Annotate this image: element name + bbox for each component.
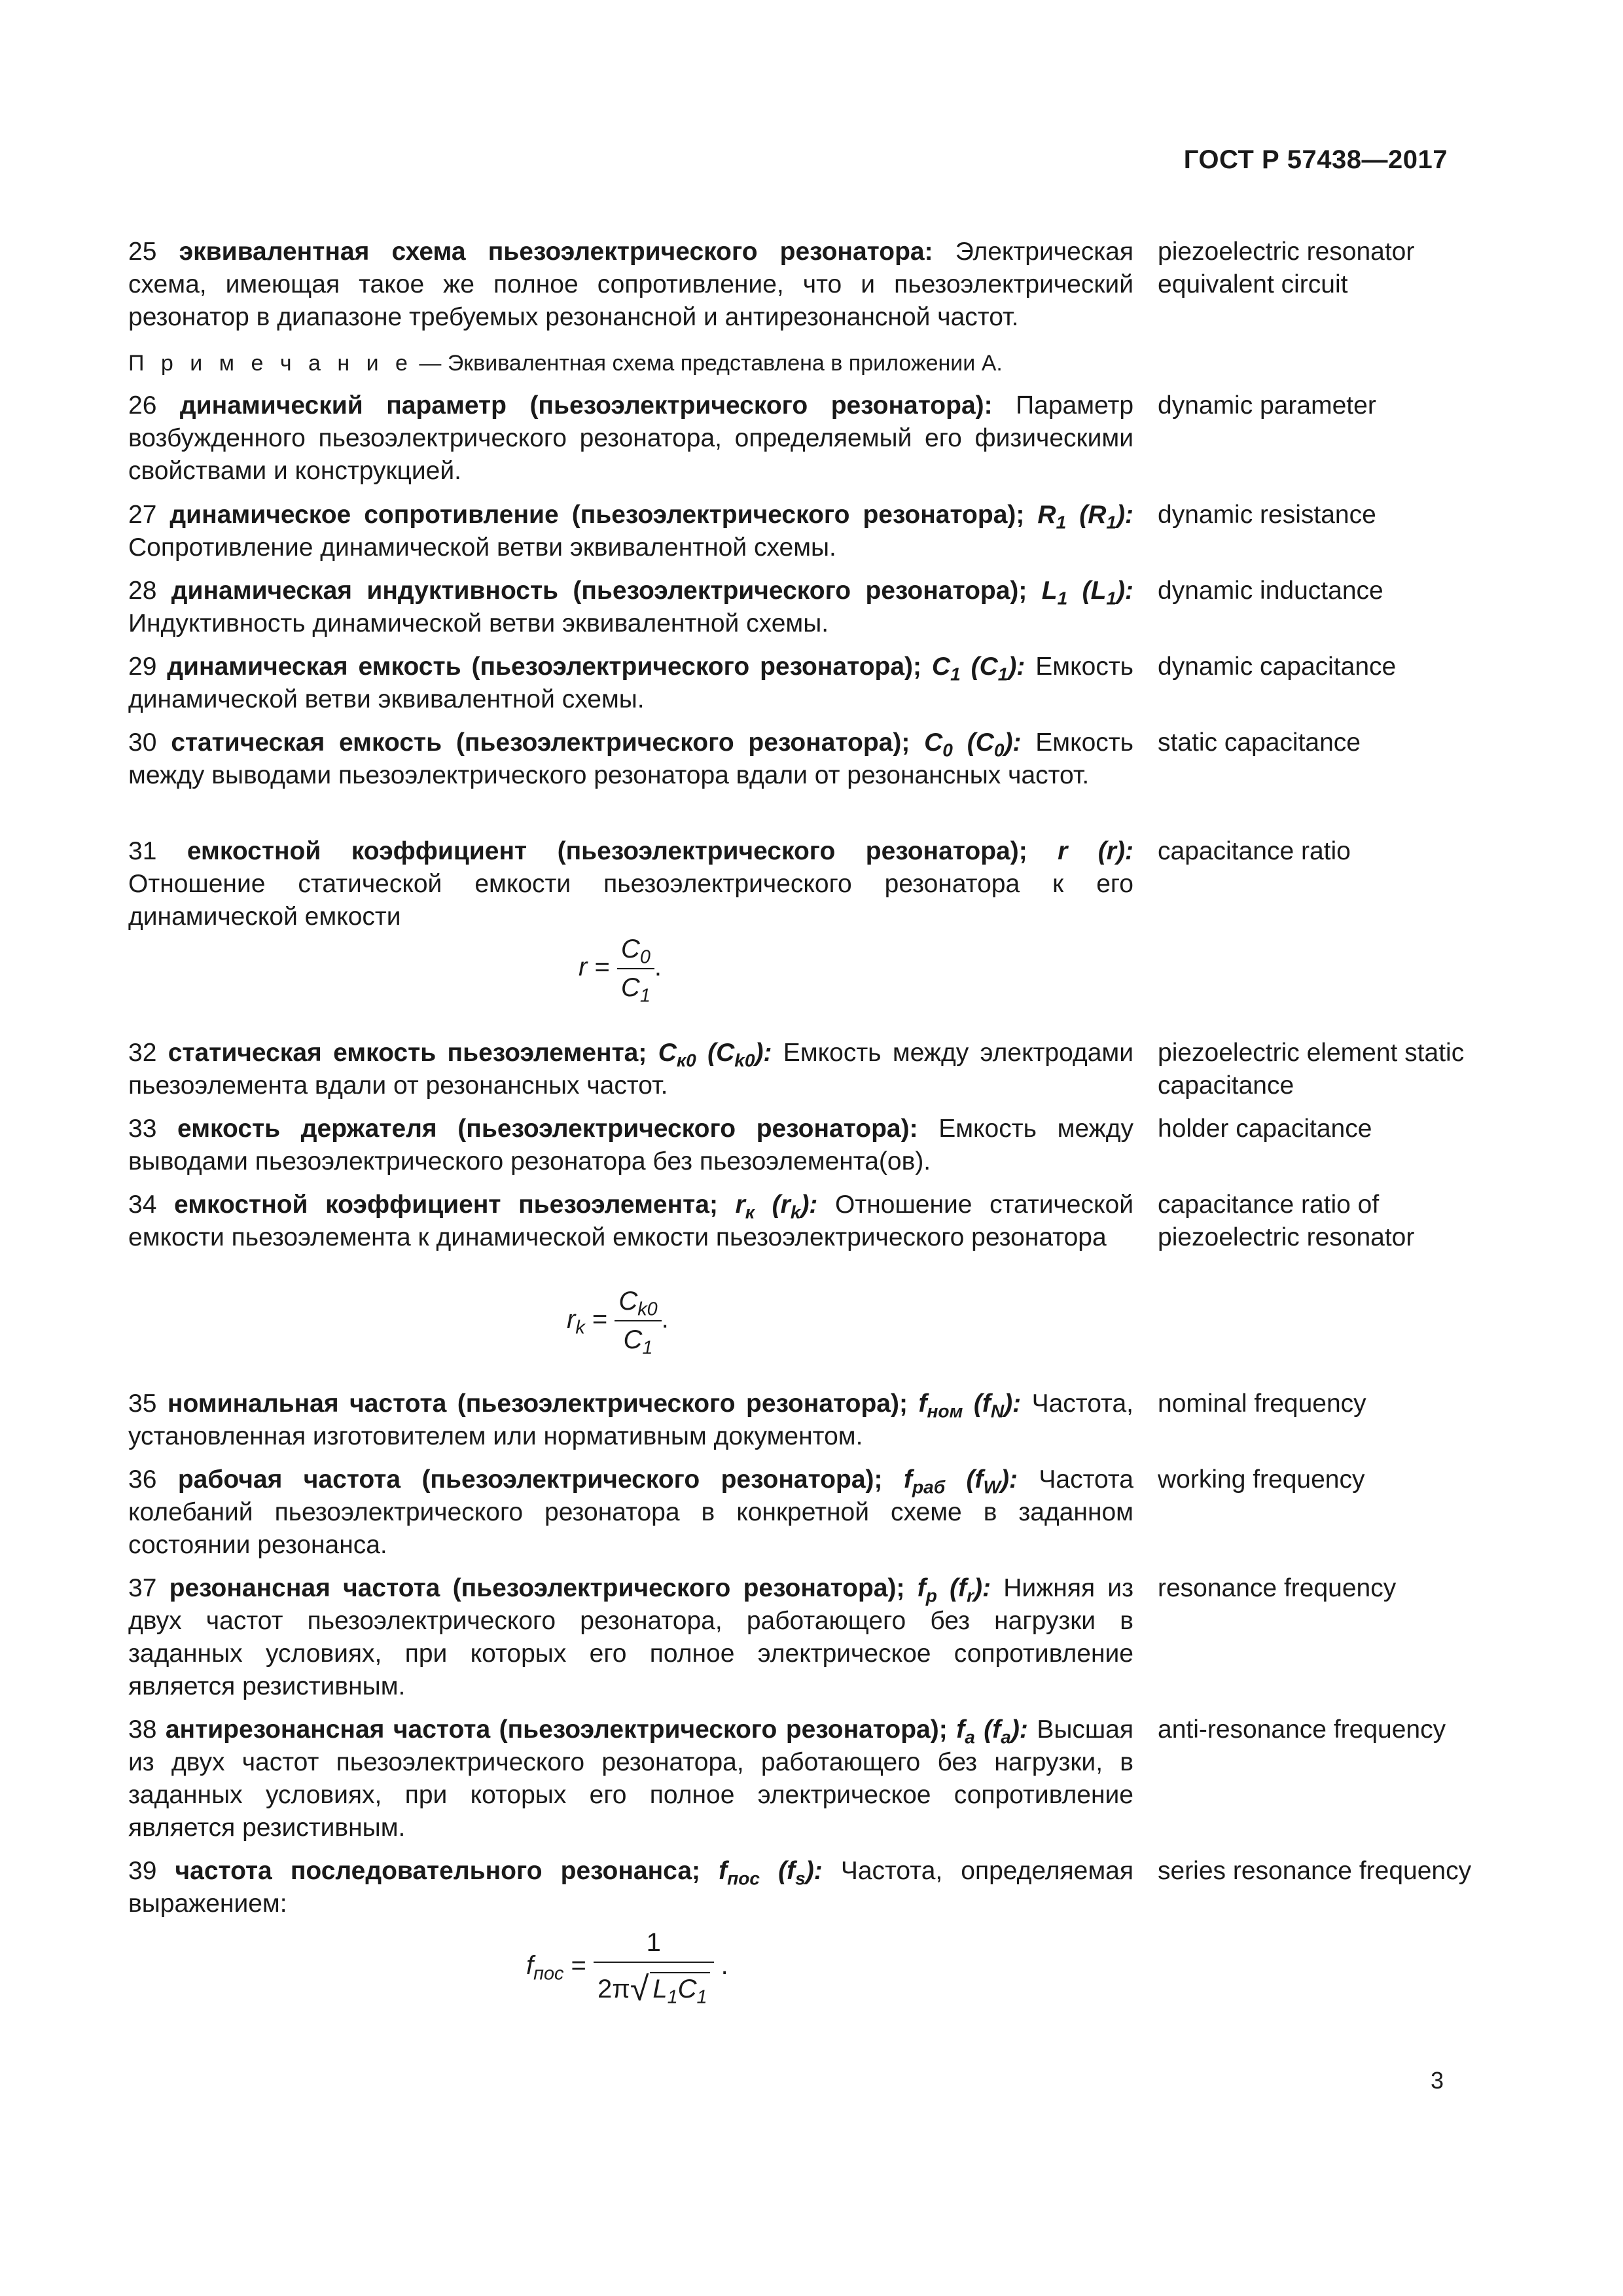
formula-series-resonance: $f_{пос}$ = $\frac{1}{2\pi√ L_1C_1}$ .	[526, 1928, 728, 2008]
english-equivalent: dynamic inductance	[1158, 577, 1383, 605]
term-entry-38	[128, 1713, 1446, 1844]
english-equivalent: piezoelectric resonator equivalent circuit	[1158, 238, 1415, 298]
english-equivalent: anti-resonance frequency	[1158, 1715, 1446, 1744]
term-definition: Емкость между выводами пьезоэлектрического резонатора без пьезоэлемента(ов).	[128, 1115, 1133, 1175]
term-name: статическая емкость (пьезоэлектрического резонатора);	[171, 728, 910, 757]
english-equivalent: capacitance ratio of piezoelectric resonator	[1158, 1191, 1415, 1251]
entry-number: 36	[128, 1465, 157, 1494]
term-definition: Емкость динамической ветви эквивалентной схемы.	[128, 653, 1133, 713]
entry-number: 28	[128, 577, 157, 605]
english-equivalent: nominal frequency	[1158, 1390, 1366, 1418]
term-symbol-international: $(r_k)$:	[772, 1191, 818, 1223]
formula-lhs: $f_{пос}$	[526, 1951, 564, 1984]
term-name: емкостной коэффициент пьезоэлемента;	[174, 1191, 718, 1219]
term-definition: Высшая из двух частот пьезоэлектрического резонатора, работающего без нагрузки, в заданных условиях, при которых его полное электрическое сопротивление является резистивным.	[128, 1715, 1133, 1842]
square-root-icon: √	[630, 1970, 649, 2008]
term-symbol: $C_0$	[924, 728, 953, 761]
term-name: динамическая индуктивность (пьезоэлектрического резонатора);	[171, 577, 1027, 605]
formula-capacitance-ratio: r = $\frac{C_0}{C_1}$ .	[579, 935, 662, 1007]
term-entry-35	[128, 1388, 1366, 1453]
entry-number: 39	[128, 1857, 157, 1885]
term-symbol: $f_{раб}$	[903, 1465, 946, 1498]
term-symbol-international: $(L_1)$:	[1082, 577, 1133, 609]
entry-number: 26	[128, 391, 157, 420]
term-definition: Отношение статической емкости пьезоэлектрического резонатора к его динамической емкости	[128, 870, 1133, 931]
term-definition: Частота колебаний пьезоэлектрического резонатора в конкретной схеме в заданном состоянии резонанса.	[128, 1465, 1133, 1559]
term-symbol-international: $(f_W)$:	[966, 1465, 1018, 1498]
term-definition: Частота, определяемая выражением:	[128, 1857, 1133, 1918]
english-equivalent: capacitance ratio	[1158, 837, 1351, 865]
english-equivalent: resonance frequency	[1158, 1574, 1397, 1602]
term-symbol: $f_а$	[956, 1715, 975, 1748]
term-name: емкость держателя (пьезоэлектрического резонатора):	[177, 1115, 918, 1143]
note-label: П р и м е ч а н и е	[128, 351, 413, 376]
note-text: — Эквивалентная схема представлена в приложении А.	[412, 351, 1003, 376]
term-symbol-international: $(f_r)$:	[950, 1574, 991, 1606]
english-equivalent: static capacitance	[1158, 728, 1361, 757]
entry-number: 31	[128, 837, 157, 865]
term-entry-26	[128, 389, 1376, 488]
term-definition: Емкость между электродами пьезоэлемента вдали от резонансных частот.	[128, 1039, 1133, 1100]
term-entry-30	[128, 726, 1361, 792]
term-entry-28	[128, 575, 1383, 640]
term-symbol-international: $(f_s)$:	[778, 1857, 823, 1889]
term-entry-34	[128, 1189, 1415, 1254]
english-equivalent: working frequency	[1158, 1465, 1365, 1494]
term-symbol: $f_р$	[917, 1574, 937, 1606]
entry-number: 34	[128, 1191, 157, 1219]
term-name: эквивалентная схема пьезоэлектрического резонатора:	[179, 238, 933, 266]
term-symbol: $f_{ном}$	[918, 1390, 963, 1422]
term-entry-37	[128, 1572, 1397, 1703]
term-definition: Параметр возбужденного пьезоэлектрического резонатора, определяемый его физическими свойствами и конструкцией.	[128, 391, 1134, 485]
term-definition: Сопротивление динамической ветви эквивалентной схемы.	[128, 533, 836, 562]
term-entry-27	[128, 499, 1376, 564]
formula-capacitance-ratio-piezo: $r_k$ = $\frac{C_{k0}}{C_1}$ .	[567, 1287, 669, 1359]
english-equivalent: dynamic capacitance	[1158, 653, 1397, 681]
english-equivalent: piezoelectric element static capacitance	[1158, 1039, 1465, 1100]
entry-number: 30	[128, 728, 157, 757]
term-symbol-international: $(f_a)$:	[984, 1715, 1028, 1748]
term-definition: Отношение статической емкости пьезоэлемента к динамической емкости пьезоэлектрического резонатора	[128, 1191, 1133, 1251]
term-entry-33	[128, 1113, 1372, 1178]
english-equivalent: dynamic parameter	[1158, 391, 1376, 420]
term-definition: Нижняя из двух частот пьезоэлектрического резонатора, работающего без нагрузки в заданных условиях, при которых его полное электрическое сопротивление является резистивным.	[128, 1574, 1133, 1700]
english-equivalent: series resonance frequency	[1158, 1857, 1472, 1885]
entry-number: 38	[128, 1715, 157, 1744]
term-name: емкостной коэффициент (пьезоэлектрического резонатора);	[187, 837, 1027, 865]
term-symbol-international: (r):	[1097, 837, 1133, 865]
term-name: номинальная частота (пьезоэлектрического резонатора);	[167, 1390, 908, 1418]
formula-fraction: $\frac{1}{2\pi√ L_1C_1}$	[594, 1928, 714, 2006]
term-name: рабочая частота (пьезоэлектрического резонатора);	[177, 1465, 883, 1494]
term-symbol: r	[1058, 837, 1068, 865]
term-name: динамическая емкость (пьезоэлектрического резонатора);	[167, 653, 922, 681]
entry-number: 33	[128, 1115, 157, 1143]
page-number: 3	[1430, 2067, 1444, 2094]
term-symbol-international: $(R_1)$:	[1079, 501, 1133, 533]
term-symbol: $C_{к0}$	[658, 1039, 696, 1071]
term-symbol-international: $(C_{k0})$:	[707, 1039, 772, 1071]
term-definition: Индуктивность динамической ветви эквивалентной схемы.	[128, 609, 829, 637]
term-symbol-international: $(C_1)$:	[971, 653, 1026, 685]
term-name: статическая емкость пьезоэлемента;	[168, 1039, 647, 1067]
term-name: антирезонансная частота (пьезоэлектрического резонатора);	[165, 1715, 948, 1744]
term-name: резонансная частота (пьезоэлектрического резонатора);	[169, 1574, 905, 1602]
term-entry-36	[128, 1463, 1365, 1562]
entry-number: 25	[128, 238, 157, 266]
term-entry-29	[128, 651, 1397, 716]
entry-number: 35	[128, 1390, 157, 1418]
term-definition: Электрическая схема, имеющая такое же полное сопротивление, что и пьезоэлектрический резонатор в диапазоне требуемых резонансной и антирезонансной частот.	[128, 238, 1133, 331]
term-definition: Частота, установленная изготовителем или нормативным документом.	[128, 1390, 1133, 1450]
term-entry-25	[128, 236, 1415, 334]
formula-lhs: $r_k$	[567, 1304, 585, 1338]
term-symbol: $r_к$	[735, 1191, 755, 1223]
note	[128, 349, 1136, 378]
term-name: динамическое сопротивление (пьезоэлектрического резонатора);	[169, 501, 1025, 529]
english-equivalent: dynamic resistance	[1158, 501, 1376, 529]
document-number: ГОСТ Р 57438—2017	[1183, 145, 1448, 174]
term-entry-32	[128, 1037, 1465, 1102]
entry-number: 32	[128, 1039, 157, 1067]
term-entry-39	[128, 1855, 1472, 1920]
term-symbol: $C_1$	[931, 653, 961, 685]
formula-lhs: r	[579, 952, 588, 982]
formula-fraction: $\frac{C_0}{C_1}$	[617, 935, 654, 1003]
term-symbol-international: $(C_0)$:	[967, 728, 1022, 761]
entry-number: 37	[128, 1574, 157, 1602]
term-name: частота последовательного резонанса;	[175, 1857, 701, 1885]
term-symbol-international: $(f_N)$:	[973, 1390, 1022, 1422]
term-symbol: $R_1$	[1037, 501, 1067, 533]
formula-fraction: $\frac{C_{k0}}{C_1}$	[615, 1287, 661, 1355]
english-equivalent: holder capacitance	[1158, 1115, 1372, 1143]
term-symbol: $f_{пос}$	[719, 1857, 760, 1889]
entry-number: 27	[128, 501, 157, 529]
term-entry-31	[128, 835, 1351, 933]
term-name: динамический параметр (пьезоэлектрического резонатора):	[179, 391, 993, 420]
entry-number: 29	[128, 653, 157, 681]
term-symbol: $L_1$	[1041, 577, 1068, 609]
term-definition: Емкость между выводами пьезоэлектрического резонатора вдали от резонансных частот.	[128, 728, 1133, 789]
